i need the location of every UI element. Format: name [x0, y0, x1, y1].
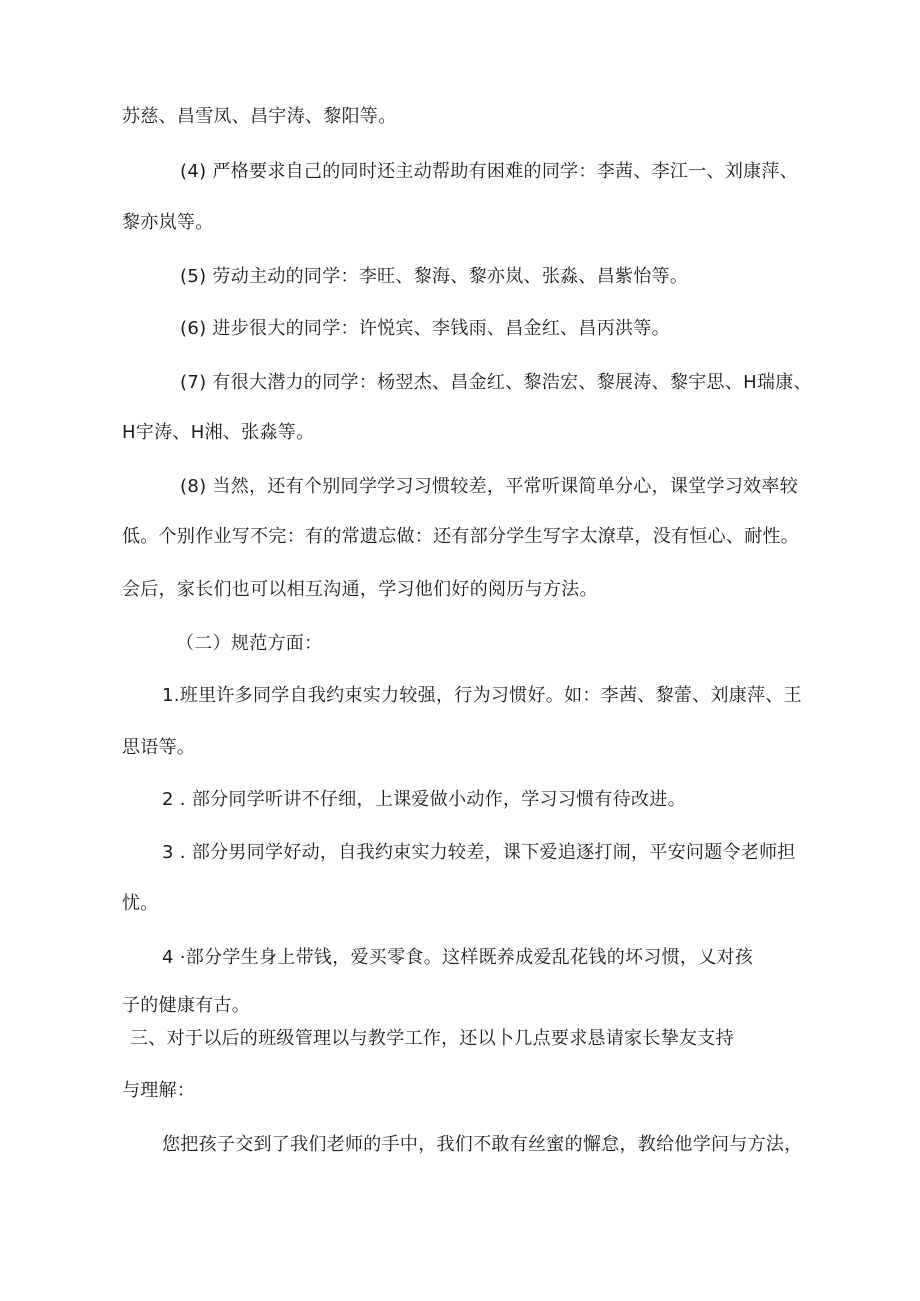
text-line: (7) 有很大潜力的同学：杨翌杰、昌金红、黎浩宏、黎展涛、黎宇思、H瑞康、 [180, 372, 812, 393]
text-line: 思语等。 [122, 737, 196, 758]
text-line: 2 . 部分同学听讲不仔细，上课爱做小动作，学习习惯有待改进。 [162, 789, 686, 810]
text-line: 忧。 [122, 893, 159, 914]
text-line: 会后，家长们也可以相互沟通，学习他们好的阅历与方法。 [122, 579, 598, 600]
section-heading: （二）规范方面： [176, 633, 323, 654]
text-line: 与理解： [122, 1080, 196, 1101]
text-line: 子的健康有古。 [122, 995, 251, 1016]
text-line: 低。个别作业写不完：有的常遗忘做：还有部分学生写字太潦草，没有恒心、耐性。 [122, 526, 800, 547]
text-line: H宇涛、H湘、张淼等。 [122, 422, 315, 443]
text-line: (4) 严格要求自己的同时还主动帮助有困难的同学：李茜、李江一、刘康萍、 [180, 161, 799, 182]
text-line: (6) 进步很大的同学：许悦宾、李钱雨、昌金红、昌丙洪等。 [180, 318, 670, 339]
text-line: 1.班里许多同学自我约束实力较强，行为习惯好。如：李茜、黎蕾、刘康萍、王 [162, 685, 802, 706]
text-line: (8) 当然，还有个别同学学习习惯较差，平常听课简单分心，课堂学习效率较 [180, 476, 799, 497]
text-line: 3 . 部分男同学好动，自我约束实力较差，课下爱追逐打闹，平安问题令老师担 [162, 842, 796, 863]
text-line: 苏慈、昌雪凤、昌宇涛、黎阳等。 [122, 106, 397, 127]
text-line: 4 ·部分学生身上带钱，爱买零食。这样既养成爱乱花钱的坏习惯，乂对孩 [162, 947, 754, 968]
text-line: (5) 劳动主动的同学：李旺、黎海、黎亦岚、张淼、昌紫怡等。 [180, 266, 689, 287]
section-heading: 三、对于以后的班级管理以与教学工作，还以卜几点要求恳请家长挚友支持 [130, 1028, 734, 1049]
text-line: 黎亦岚等。 [122, 212, 214, 233]
text-line: 您把孩子交到了我们老师的手中，我们不敢有丝蜜的懈怠，教给他学问与方法， [162, 1134, 803, 1155]
